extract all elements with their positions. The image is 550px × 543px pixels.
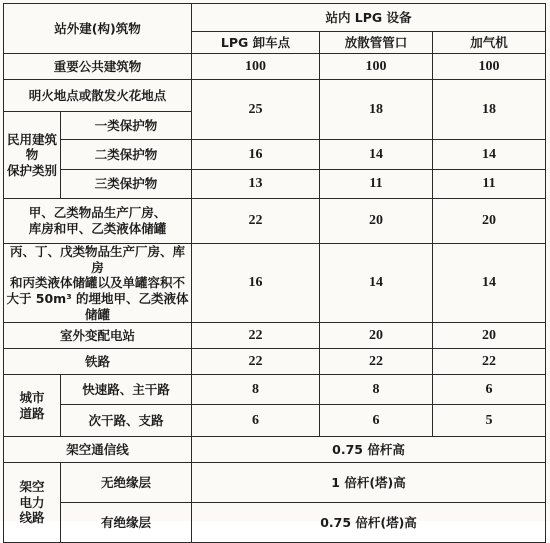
table-row (4, 405, 546, 437)
cell-value: 14 (320, 244, 433, 323)
cell-value: 100 (192, 54, 320, 80)
cell-value: 20 (320, 323, 433, 349)
cell-value: 22 (192, 349, 320, 375)
row-label: 三类保护物 (61, 170, 192, 199)
row-label (4, 244, 192, 323)
cell-value: 16 (192, 244, 320, 323)
table-row (4, 463, 546, 503)
cell-value: 100 (320, 54, 433, 80)
road-group-label (4, 375, 61, 437)
cell-value: 22 (320, 349, 433, 375)
cell-value: 8 (192, 375, 320, 405)
cell-value: 14 (320, 140, 433, 170)
cell-value: 6 (192, 405, 320, 437)
cell-value: 14 (433, 140, 546, 170)
cell-value: 22 (433, 349, 546, 375)
cell-value: 6 (433, 375, 546, 405)
header-col-unloading: LPG 卸车点 (192, 32, 320, 54)
row-label: 室外变配电站 (4, 323, 192, 349)
power-group-line: 线路 (19, 510, 45, 526)
distance-table (3, 3, 546, 543)
row-label-line: 丙、丁、戊类物品生产厂房、库房 (9, 244, 185, 275)
cell-value: 14 (433, 244, 546, 323)
power-group-line: 架空 (19, 479, 45, 495)
cell-value: 11 (433, 170, 546, 199)
table-row (4, 437, 546, 463)
table-row (4, 199, 546, 244)
power-group-line: 电力 (19, 494, 45, 510)
header-row-1 (4, 4, 546, 32)
road-group-line: 城市 (19, 390, 45, 405)
cell-value: 20 (433, 199, 546, 244)
cell-value: 6 (320, 405, 433, 437)
cell-value: 8 (320, 375, 433, 405)
header-col-dispenser: 加气机 (433, 32, 546, 54)
table-row (4, 80, 546, 112)
header-col-vent: 放散管管口 (320, 32, 433, 54)
table-row (4, 375, 546, 405)
row-label-line: 大于 50m³ 的埋地甲、乙类液体储罐 (6, 290, 189, 322)
table-row (4, 140, 546, 170)
cell-value: 0.75 倍杆(塔)高 (192, 503, 546, 543)
row-label-line: 库房和甲、乙类液体储罐 (28, 221, 167, 236)
cell-value: 13 (192, 170, 320, 199)
cell-value: 22 (192, 323, 320, 349)
row-label: 二类保护物 (61, 140, 192, 170)
cell-value: 0.75 倍杆高 (192, 437, 546, 463)
road-group-line: 道路 (19, 405, 45, 421)
cell-value: 16 (192, 140, 320, 170)
header-outside-building: 站外建(构)筑物 (4, 4, 192, 54)
row-label: 有绝缘层 (61, 503, 192, 543)
cell-value: 20 (320, 199, 433, 244)
header-inside-equipment: 站内 LPG 设备 (192, 4, 546, 32)
row-label (4, 199, 192, 244)
row-label: 快速路、主干路 (61, 375, 192, 405)
civil-group-line: 民用建筑物 (6, 131, 57, 163)
civil-group-line: 保护类别 (6, 162, 57, 178)
row-label-line: 甲、乙类物品生产厂房、 (28, 205, 167, 221)
row-label: 明火地点或散发火花地点 (4, 80, 192, 112)
row-label: 架空通信线 (4, 437, 192, 463)
cell-value: 5 (433, 405, 546, 437)
table-row (4, 170, 546, 199)
table-row (4, 323, 546, 349)
cell-value: 1 倍杆(塔)高 (192, 463, 546, 503)
cell-value: 18 (433, 80, 546, 140)
row-label: 一类保护物 (61, 112, 192, 140)
row-label: 重要公共建筑物 (4, 54, 192, 80)
row-label: 无绝缘层 (61, 463, 192, 503)
cell-value: 20 (433, 323, 546, 349)
power-group-label (4, 463, 61, 543)
civil-group-label (4, 112, 61, 199)
cell-value: 25 (192, 80, 320, 140)
table-row (4, 244, 546, 323)
cell-value: 18 (320, 80, 433, 140)
row-label: 铁路 (4, 349, 192, 375)
table-row (4, 54, 546, 80)
cell-value: 100 (433, 54, 546, 80)
cell-value: 11 (320, 170, 433, 199)
cell-value: 22 (192, 199, 320, 244)
row-label-line: 和丙类液体储罐以及单罐容积不 (9, 275, 185, 291)
row-label: 次干路、支路 (61, 405, 192, 437)
table-row (4, 503, 546, 543)
table-row (4, 349, 546, 375)
